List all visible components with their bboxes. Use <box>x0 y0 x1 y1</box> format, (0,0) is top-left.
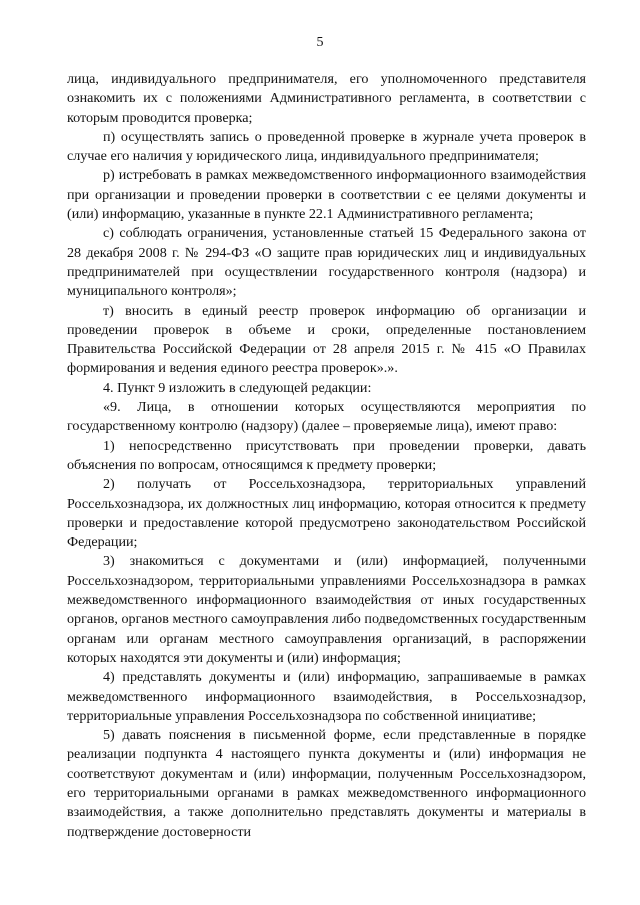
paragraph-right-1: 1) непосредственно присутствовать при проведении проверки, давать объяснения по вопросам, относящимся к предмету проверки; <box>67 437 586 473</box>
paragraph-item-s: с) соблюдать ограничения, установленные статьей 15 Федерального закона от 28 декабря 2008 г. № 294-ФЗ «О защите прав юридических лиц и индивидуальных предпринимателей при осуществлении государственного контроля (надзора) и муниципального контроля»; <box>67 225 586 300</box>
paragraph-continuation: лица, индивидуального предпринимателя, его уполномоченного представителя ознакомить их с положениями Административного регламента, в соответствии с которым проводится проверка; <box>67 71 586 126</box>
document-body <box>67 70 586 842</box>
paragraph-right-3: 3) знакомиться с документами и (или) информацией, полученными Россельхознадзором, территориальными управлениями Россельхознадзора в рамках межведомственного информационного взаимодействия от иных государственных органов, органов местного самоуправления либо подведомственных государственным органам или органам местного самоуправления организаций, в распоряжении которых находятся эти документы и (или) информация; <box>67 553 586 666</box>
paragraph-right-5: 5) давать пояснения в письменной форме, если представленные в порядке реализации подпункта 4 настоящего пункта документы и (или) информация не соответствуют документам и (или) информации, полученным Россельхознадзором, его территориальными органами в рамках межведомственного информационного взаимодействия, а также дополнительно представлять документы и материалы в подтверждение достоверности <box>67 727 586 840</box>
paragraph-point-9: «9. Лица, в отношении которых осуществляются мероприятия по государственному контролю (надзору) (далее – проверяемые лица), имеют право: <box>67 399 586 435</box>
paragraph-item-p: п) осуществлять запись о проведенной проверке в журнале учета проверок в случае его наличия у юридического лица, индивидуального предпринимателя; <box>67 128 586 165</box>
paragraph-right-4: 4) представлять документы и (или) информацию, запрашиваемые в рамках межведомственного информационного взаимодействия, в Россельхознадзор, территориальные управления Россельхознадзора по собственной инициативе; <box>67 669 586 724</box>
page-number: 5 <box>316 35 324 50</box>
paragraph-point-4: 4. Пункт 9 изложить в следующей редакции: <box>103 379 372 396</box>
paragraph-item-r: р) истребовать в рамках межведомственного информационного взаимодействия при организации и проведении проверки в соответствии с ее целями документы и (или) информацию, указанные в пункте 22.1 Административного регламента; <box>67 167 586 223</box>
paragraph-right-2: 2) получать от Россельхознадзора, территориальных управлений Россельхознадзора, их должностных лиц информацию, которая относится к предмету проверки и предоставление которой предусмотрено законодательством Российской Федерации; <box>67 476 586 551</box>
paragraph-item-t: т) вносить в единый реестр проверок информацию об организации и проведении проверок в объеме и сроки, определенные постановлением Правительства Российской Федерации от 28 апреля 2015 г. № 415 «О Правилах формирования и ведения единого реестра проверок».». <box>67 302 586 377</box>
